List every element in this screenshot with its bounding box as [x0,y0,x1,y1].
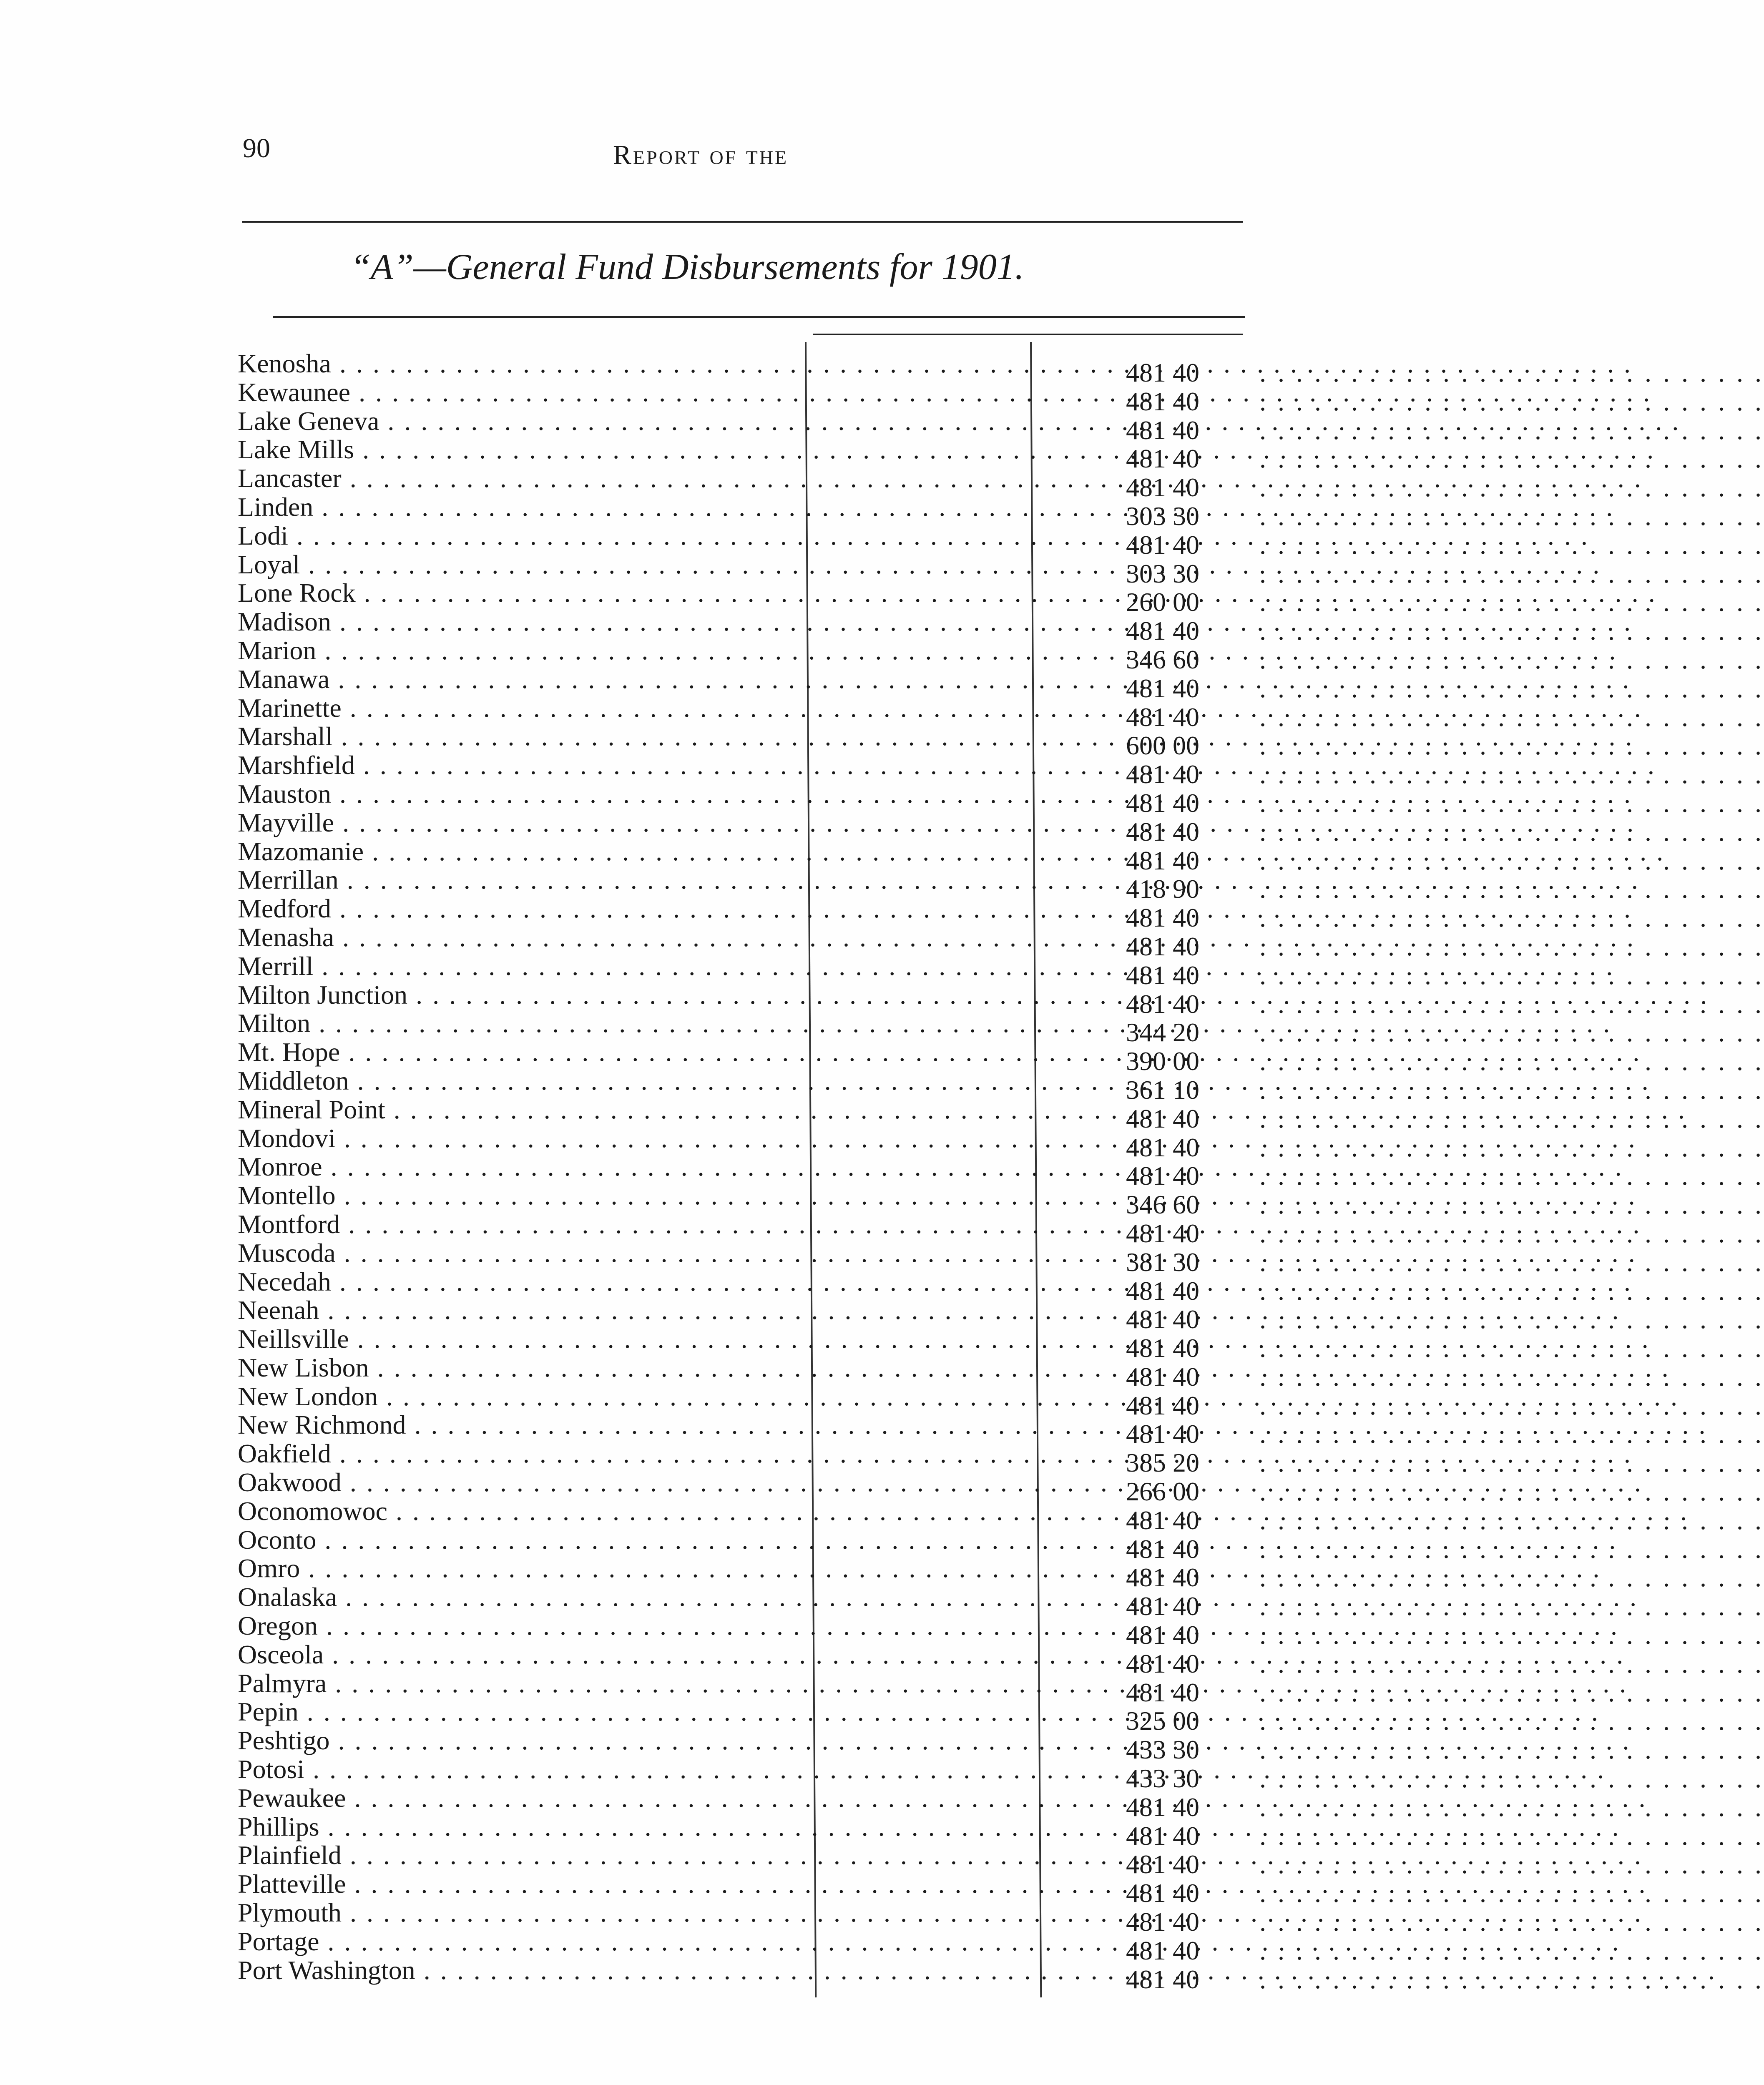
title-rule [273,316,1245,318]
ledger-row-leaders: . . . . . . . . . . . . . . . . . . . . . . . . . . . . [1259,845,1764,875]
ledger-row-amount: 481 40 [1126,1333,1199,1363]
ledger-row-amount: 481 40 [1126,1849,1199,1879]
ledger-row-amount: 481 40 [1126,1648,1199,1678]
ledger-row-leaders: . . . . . . . . . . . . . . . . . . . . . . . . . . . . [1259,1907,1764,1937]
ledger-row [225,635,1764,674]
ledger-row-name: Mayville . . . [238,809,1026,837]
running-head: Report of the [613,140,789,170]
ledger-row-amount: 481 40 [1126,1103,1199,1133]
ledger-row-leaders: . . . . . . . . . . . . . . . . . . . . . . . . . . . . [1259,1276,1764,1306]
ledger-row [225,1008,1764,1048]
ledger-row-leaders: . . . . . . . . . . . . . . . . . . . . . . . . . . . . [1259,1648,1764,1678]
ledger-row-name: Lodi . . . [238,522,1026,550]
ledger-row-amount: 381 30 [1126,1247,1199,1277]
ledger-row-amount: 481 40 [1126,1505,1199,1535]
ledger-row-amount: 346 60 [1126,1190,1199,1220]
ledger-row-leaders: . . . . . . . . . . . . . . . . . . . . . . . . . . . . [1259,1390,1764,1420]
ledger-row-leaders: . . . . . . . . . . . . . . . . . . . . . . . . . . . . [1259,558,1764,588]
ledger-row [225,377,1764,416]
ledger-row-leaders: . . . . . . . . . . . . . . . . . . . . . . . . . . . . [1259,788,1764,818]
ledger-row-amount: 481 40 [1126,472,1199,502]
ledger-row-amount: 481 40 [1126,1562,1199,1593]
ledger-row-leaders: . . . . . . . . . . . . . . . . . . . . . . . . . . . . [1259,1735,1764,1765]
ledger-row-amount: 481 40 [1126,1792,1199,1822]
ledger-row-amount: 481 40 [1126,816,1199,847]
ledger-row-amount: 481 40 [1126,616,1199,646]
ledger-row-name: Madison . . . [238,608,1026,636]
ledger-row-amount: 481 40 [1126,759,1199,789]
ledger-row-leaders: . . . . . . . . . . . . . . . . . . . . . . . . . . . . [1259,415,1764,445]
ledger-row-name: Oconomowoc . . . [238,1497,1026,1526]
ledger-row-name: Mondovi . . . [238,1124,1026,1153]
ledger-row-amount: 481 40 [1126,358,1199,387]
ledger-row-amount: 481 40 [1126,960,1199,990]
page-number: 90 [243,133,270,163]
ledger-row [225,922,1764,961]
ledger-row-name: Mt. Hope . . . [238,1038,1026,1067]
ledger-row-amount: 481 40 [1126,1132,1199,1162]
ledger-row-leaders: . . . . . . . . . . . . . . . . . . . . . . . . . . . . [1259,1792,1764,1822]
ledger-row-leaders: . . . . . . . . . . . . . . . . . . . . . . . . . . . . [1259,1218,1764,1248]
ledger-row-name: Marshfield . . . [238,751,1026,780]
ledger-row-leaders: . . . . . . . . . . . . . . . . . . . . . . . . . . . . [1259,1677,1764,1707]
ledger-row-amount: 481 40 [1126,386,1199,416]
ledger-row-name: Lake Mills . . . [238,435,1026,464]
ledger-row-name: Oconto . . . [238,1526,1026,1555]
header-rule [242,221,1243,223]
ledger-row-amount: 481 40 [1126,1907,1199,1937]
ledger-row-amount: 481 40 [1126,1362,1199,1392]
ledger-row-leaders: . . . . . . . . . . . . . . . . . . . . . . . . . . . . [1259,1362,1764,1392]
ledger-row [225,750,1764,789]
ledger-row-amount: 481 40 [1126,1534,1199,1564]
ledger-row-leaders: . . . . . . . . . . . . . . . . . . . . . . . . . . . . [1259,1247,1764,1277]
ledger-row-amount: 481 40 [1126,444,1199,474]
ledger-row-amount: 385 20 [1126,1448,1199,1478]
ledger-row [225,664,1764,703]
ledger-row-amount: 481 40 [1126,1218,1199,1248]
ledger-row [225,1869,1764,1908]
ledger-row [225,520,1764,560]
ledger-row [225,1783,1764,1822]
ledger-row [225,1553,1764,1593]
ledger-row-amount: 433 30 [1126,1735,1199,1765]
ledger-row [225,1439,1764,1478]
ledger-row [225,1811,1764,1851]
ledger-row [225,980,1764,1019]
ledger-row-leaders: . . . . . . . . . . . . . . . . . . . . . . . . . . . . [1259,530,1764,560]
ledger-row-name: Plymouth . . . [238,1899,1026,1927]
ledger-row-amount: 361 10 [1126,1075,1199,1105]
ledger-row-leaders: . . . . . . . . . . . . . . . . . . . . . . . . . . . . [1259,1190,1764,1220]
ledger-row-name: Phillips . . . [238,1813,1026,1841]
ledger-row-name: Muscoda . . . [238,1239,1026,1268]
ledger-row [225,1181,1764,1220]
ledger-row [225,349,1764,387]
ledger-row [225,951,1764,990]
ledger-row-amount: 481 40 [1126,1878,1199,1908]
ledger-row-name: Pewaukee . . . [238,1784,1026,1813]
ledger-row-amount: 481 40 [1126,788,1199,818]
ledger-row [225,1926,1764,1965]
ledger-row-leaders: . . . . . . . . . . . . . . . . . . . . . . . . . . . . [1259,931,1764,961]
ledger-row-amount: 303 30 [1126,501,1199,531]
ledger-row-name: Portage . . . [238,1927,1026,1956]
ledger-row-amount: 303 30 [1126,558,1199,588]
ledger-row [225,1697,1764,1736]
ledger-row-name: New Lisbon . . . [238,1354,1026,1382]
ledger-row-name: Mazomanie . . . [238,837,1026,866]
ledger-row-leaders: . . . . . . . . . . . . . . . . . . . . . . . . . . . . [1259,616,1764,646]
ledger-row-leaders: . . . . . . . . . . . . . . . . . . . . . . . . . . . . [1259,1706,1764,1736]
ledger-row [225,1065,1764,1105]
ledger-row [225,1496,1764,1535]
ledger-row [225,578,1764,617]
ledger-row-name: Lancaster . . . [238,464,1026,493]
ledger-row-leaders: . . . . . . . . . . . . . . . . . . . . . . . . . . . . [1259,1821,1764,1851]
ledger-row-name: New London . . . [238,1382,1026,1411]
ledger-row-leaders: . . . . . . . . . . . . . . . . . . . . . . . . . . . . [1259,673,1764,703]
ledger-row-name: Marinette . . . [238,694,1026,723]
ledger-row-name: Port Washington . . . [238,1956,1026,1985]
ledger-row-name: Monroe . . . [238,1153,1026,1181]
ledger-row-amount: 260 00 [1126,587,1199,617]
ledger-row-amount: 481 40 [1126,989,1199,1019]
ledger-row-name: Manawa . . . [238,665,1026,694]
ledger-row-name: Mauston . . . [238,780,1026,809]
ledger-row-amount: 481 40 [1126,931,1199,961]
ledger-row-amount: 481 40 [1126,1935,1199,1965]
ledger-row [225,1639,1764,1678]
ledger-row-name: Omro . . . [238,1554,1026,1583]
ledger-row-leaders: . . . . . . . . . . . . . . . . . . . . . . . . . . . . [1259,1562,1764,1593]
ledger-row-amount: 600 00 [1126,731,1199,761]
ledger-row-amount: 481 40 [1126,1419,1199,1449]
ledger-row [225,1352,1764,1392]
ledger-row [225,1295,1764,1334]
ledger-row [225,836,1764,875]
ledger-row-amount: 481 40 [1126,673,1199,703]
ledger-row [225,1410,1764,1449]
ledger-row [225,1209,1764,1248]
ledger-row [225,721,1764,761]
ledger-row [225,807,1764,847]
ledger-row-name: Milton . . . [238,1009,1026,1038]
ledger-row-leaders: . . . . . . . . . . . . . . . . . . . . . . . . . . . . [1259,1964,1764,1994]
ledger-row [225,1726,1764,1765]
ledger-row [225,1955,1764,1994]
ledger-row-name: Onalaska . . . [238,1583,1026,1612]
ledger-row [225,1094,1764,1133]
ledger-row-amount: 418 90 [1126,874,1199,904]
ledger-row-leaders: . . . . . . . . . . . . . . . . . . . . . . . . . . . . [1259,989,1764,1019]
ledger-row-name: Middleton . . . [238,1067,1026,1095]
ledger-row [225,1898,1764,1937]
ledger-row [225,1152,1764,1191]
disbursements-ledger [225,349,1764,1994]
ledger-row-amount: 481 40 [1126,415,1199,445]
ledger-row-amount: 481 40 [1126,903,1199,933]
ledger-row-amount: 433 30 [1126,1763,1199,1794]
table-title: “A”—General Fund Disbursements for 1901. [350,247,1024,287]
ledger-row-name: New Richmond . . . [238,1411,1026,1439]
ledger-row-leaders: . . . . . . . . . . . . . . . . . . . . . . . . . . . . [1259,472,1764,502]
ledger-row-amount: 481 40 [1126,1276,1199,1306]
ledger-row [225,894,1764,933]
ledger-row-leaders: . . . . . . . . . . . . . . . . . . . . . . . . . . . . [1259,903,1764,933]
ledger-row [225,1037,1764,1076]
ledger-row-amount: 481 40 [1126,1821,1199,1851]
ledger-row [225,1840,1764,1879]
ledger-row-name: Montello . . . [238,1181,1026,1210]
ledger-row-amount: 481 40 [1126,1620,1199,1650]
ledger-row-amount: 481 40 [1126,1677,1199,1707]
ledger-row [225,1754,1764,1794]
ledger-row-name: Lake Geneva . . . [238,407,1026,436]
ledger-row [225,435,1764,474]
ledger-row-leaders: . . . . . . . . . . . . . . . . . . . . . . . . . . . . [1259,1132,1764,1162]
ledger-row-name: Osceola . . . [238,1640,1026,1669]
ledger-row-name: Palmyra . . . [238,1669,1026,1698]
ledger-row [225,693,1764,732]
ledger-row [225,1582,1764,1621]
ledger-row-leaders: . . . . . . . . . . . . . . . . . . . . . . . . . . . . [1259,386,1764,416]
ledger-row-leaders: . . . . . . . . . . . . . . . . . . . . . . . . . . . . [1259,960,1764,990]
ledger-row [225,1525,1764,1564]
ledger-row [225,1238,1764,1277]
ledger-row-name: Milton Junction . . . [238,981,1026,1010]
ledger-row-leaders: . . . . . . . . . . . . . . . . . . . . . . . . . . . . [1259,1477,1764,1507]
ledger-row-name: Merrill . . . [238,952,1026,981]
ledger-row-name: Linden . . . [238,493,1026,522]
ledger-row-name: Montford . . . [238,1210,1026,1239]
ledger-row-leaders: . . . . . . . . . . . . . . . . . . . . . . . . . . . . [1259,1017,1764,1048]
ledger-row-leaders: . . . . . . . . . . . . . . . . . . . . . . . . . . . . [1259,1161,1764,1191]
ledger-row-amount: 346 60 [1126,644,1199,674]
ledger-row-name: Platteville . . . [238,1870,1026,1899]
ledger-row-amount: 266 00 [1126,1477,1199,1507]
ledger-row-leaders: . . . . . . . . . . . . . . . . . . . . . . . . . . . . [1259,759,1764,789]
ledger-row-leaders: . . . . . . . . . . . . . . . . . . . . . . . . . . . . [1259,1103,1764,1133]
ledger-row [225,779,1764,818]
ledger-row-name: Menasha . . . [238,923,1026,952]
ledger-row [225,1123,1764,1162]
ledger-row [225,607,1764,646]
ledger-row-amount: 325 00 [1126,1706,1199,1736]
ledger-row-leaders: . . . . . . . . . . . . . . . . . . . . . . . . . . . . [1259,731,1764,761]
ledger-row-amount: 481 40 [1126,702,1199,732]
amount-column-rule [813,334,1243,335]
ledger-row-leaders: . . . . . . . . . . . . . . . . . . . . . . . . . . . . [1259,816,1764,847]
ledger-row-leaders: . . . . . . . . . . . . . . . . . . . . . . . . . . . . [1259,702,1764,732]
ledger-row-leaders: . . . . . . . . . . . . . . . . . . . . . . . . . . . . [1259,1620,1764,1650]
ledger-row-leaders: . . . . . . . . . . . . . . . . . . . . . . . . . . . . [1259,1304,1764,1334]
ledger-row-name: Neillsville . . . [238,1325,1026,1354]
ledger-row-leaders: . . . . . . . . . . . . . . . . . . . . . . . . . . . . [1259,358,1764,387]
ledger-row-name: Oakfield . . . [238,1439,1026,1468]
ledger-row [225,1467,1764,1507]
ledger-row-name: Oakwood . . . [238,1468,1026,1497]
ledger-row-leaders: . . . . . . . . . . . . . . . . . . . . . . . . . . . . [1259,1591,1764,1621]
ledger-row-leaders: . . . . . . . . . . . . . . . . . . . . . . . . . . . . [1259,874,1764,904]
ledger-row-name: Medford . . . [238,894,1026,923]
ledger-row-name: Merrillan . . . [238,866,1026,894]
ledger-row-amount: 390 00 [1126,1046,1199,1076]
ledger-row [225,463,1764,502]
ledger-row-name: Kenosha . . . [238,349,1026,378]
ledger-row-leaders: . . . . . . . . . . . . . . . . . . . . . . . . . . . . [1259,1849,1764,1879]
ledger-row-name: Marion . . . [238,636,1026,665]
ledger-row-leaders: . . . . . . . . . . . . . . . . . . . . . . . . . . . . [1259,644,1764,674]
ledger-row [225,549,1764,588]
ledger-row-name: Necedah . . . [238,1268,1026,1296]
ledger-row-amount: 481 40 [1126,845,1199,875]
ledger-row [225,492,1764,531]
ledger-row-leaders: . . . . . . . . . . . . . . . . . . . . . . . . . . . . [1259,501,1764,531]
ledger-row-leaders: . . . . . . . . . . . . . . . . . . . . . . . . . . . . [1259,1419,1764,1449]
ledger-row-leaders: . . . . . . . . . . . . . . . . . . . . . . . . . . . . [1259,1075,1764,1105]
ledger-row-leaders: . . . . . . . . . . . . . . . . . . . . . . . . . . . . [1259,1046,1764,1076]
ledger-row-name: Mineral Point . . . [238,1095,1026,1124]
ledger-row-leaders: . . . . . . . . . . . . . . . . . . . . . . . . . . . . [1259,1505,1764,1535]
ledger-row-amount: 481 40 [1126,530,1199,560]
ledger-row-name: Neenah . . . [238,1296,1026,1325]
ledger-row-leaders: . . . . . . . . . . . . . . . . . . . . . . . . . . . . [1259,1878,1764,1908]
ledger-row [225,865,1764,904]
ledger-row-name: Potosi . . . [238,1755,1026,1784]
ledger-row-amount: 481 40 [1126,1161,1199,1191]
ledger-row [225,1611,1764,1650]
ledger-row-leaders: . . . . . . . . . . . . . . . . . . . . . . . . . . . . [1259,587,1764,617]
ledger-row-amount: 481 40 [1126,1390,1199,1420]
ledger-row-amount: 344 20 [1126,1017,1199,1048]
ledger-row-name: Lone Rock . . . [238,579,1026,608]
ledger-row-name: Peshtigo . . . [238,1726,1026,1755]
ledger-row-amount: 481 40 [1126,1591,1199,1621]
ledger-row-name: Pepin . . . [238,1698,1026,1726]
ledger-row [225,1266,1764,1306]
ledger-row-amount: 481 40 [1126,1304,1199,1334]
ledger-row-leaders: . . . . . . . . . . . . . . . . . . . . . . . . . . . . [1259,1333,1764,1363]
ledger-row-name: Loyal . . . [238,550,1026,579]
ledger-row-name: Plainfield . . . [238,1841,1026,1870]
ledger-row-leaders: . . . . . . . . . . . . . . . . . . . . . . . . . . . . [1259,1534,1764,1564]
ledger-row-leaders: . . . . . . . . . . . . . . . . . . . . . . . . . . . . [1259,1935,1764,1965]
ledger-row-leaders: . . . . . . . . . . . . . . . . . . . . . . . . . . . . [1259,1763,1764,1794]
ledger-row-name: Kewaunee . . . [238,378,1026,407]
ledger-row-name: Marshall . . . [238,722,1026,751]
ledger-row [225,1381,1764,1420]
ledger-row-leaders: . . . . . . . . . . . . . . . . . . . . . . . . . . . . [1259,1448,1764,1478]
ledger-row-leaders: . . . . . . . . . . . . . . . . . . . . . . . . . . . . [1259,444,1764,474]
ledger-row [225,406,1764,445]
ledger-row-name: Oregon . . . [238,1612,1026,1640]
ledger-row [225,1324,1764,1363]
ledger-row-amount: 481 40 [1126,1964,1199,1994]
ledger-row [225,1668,1764,1707]
